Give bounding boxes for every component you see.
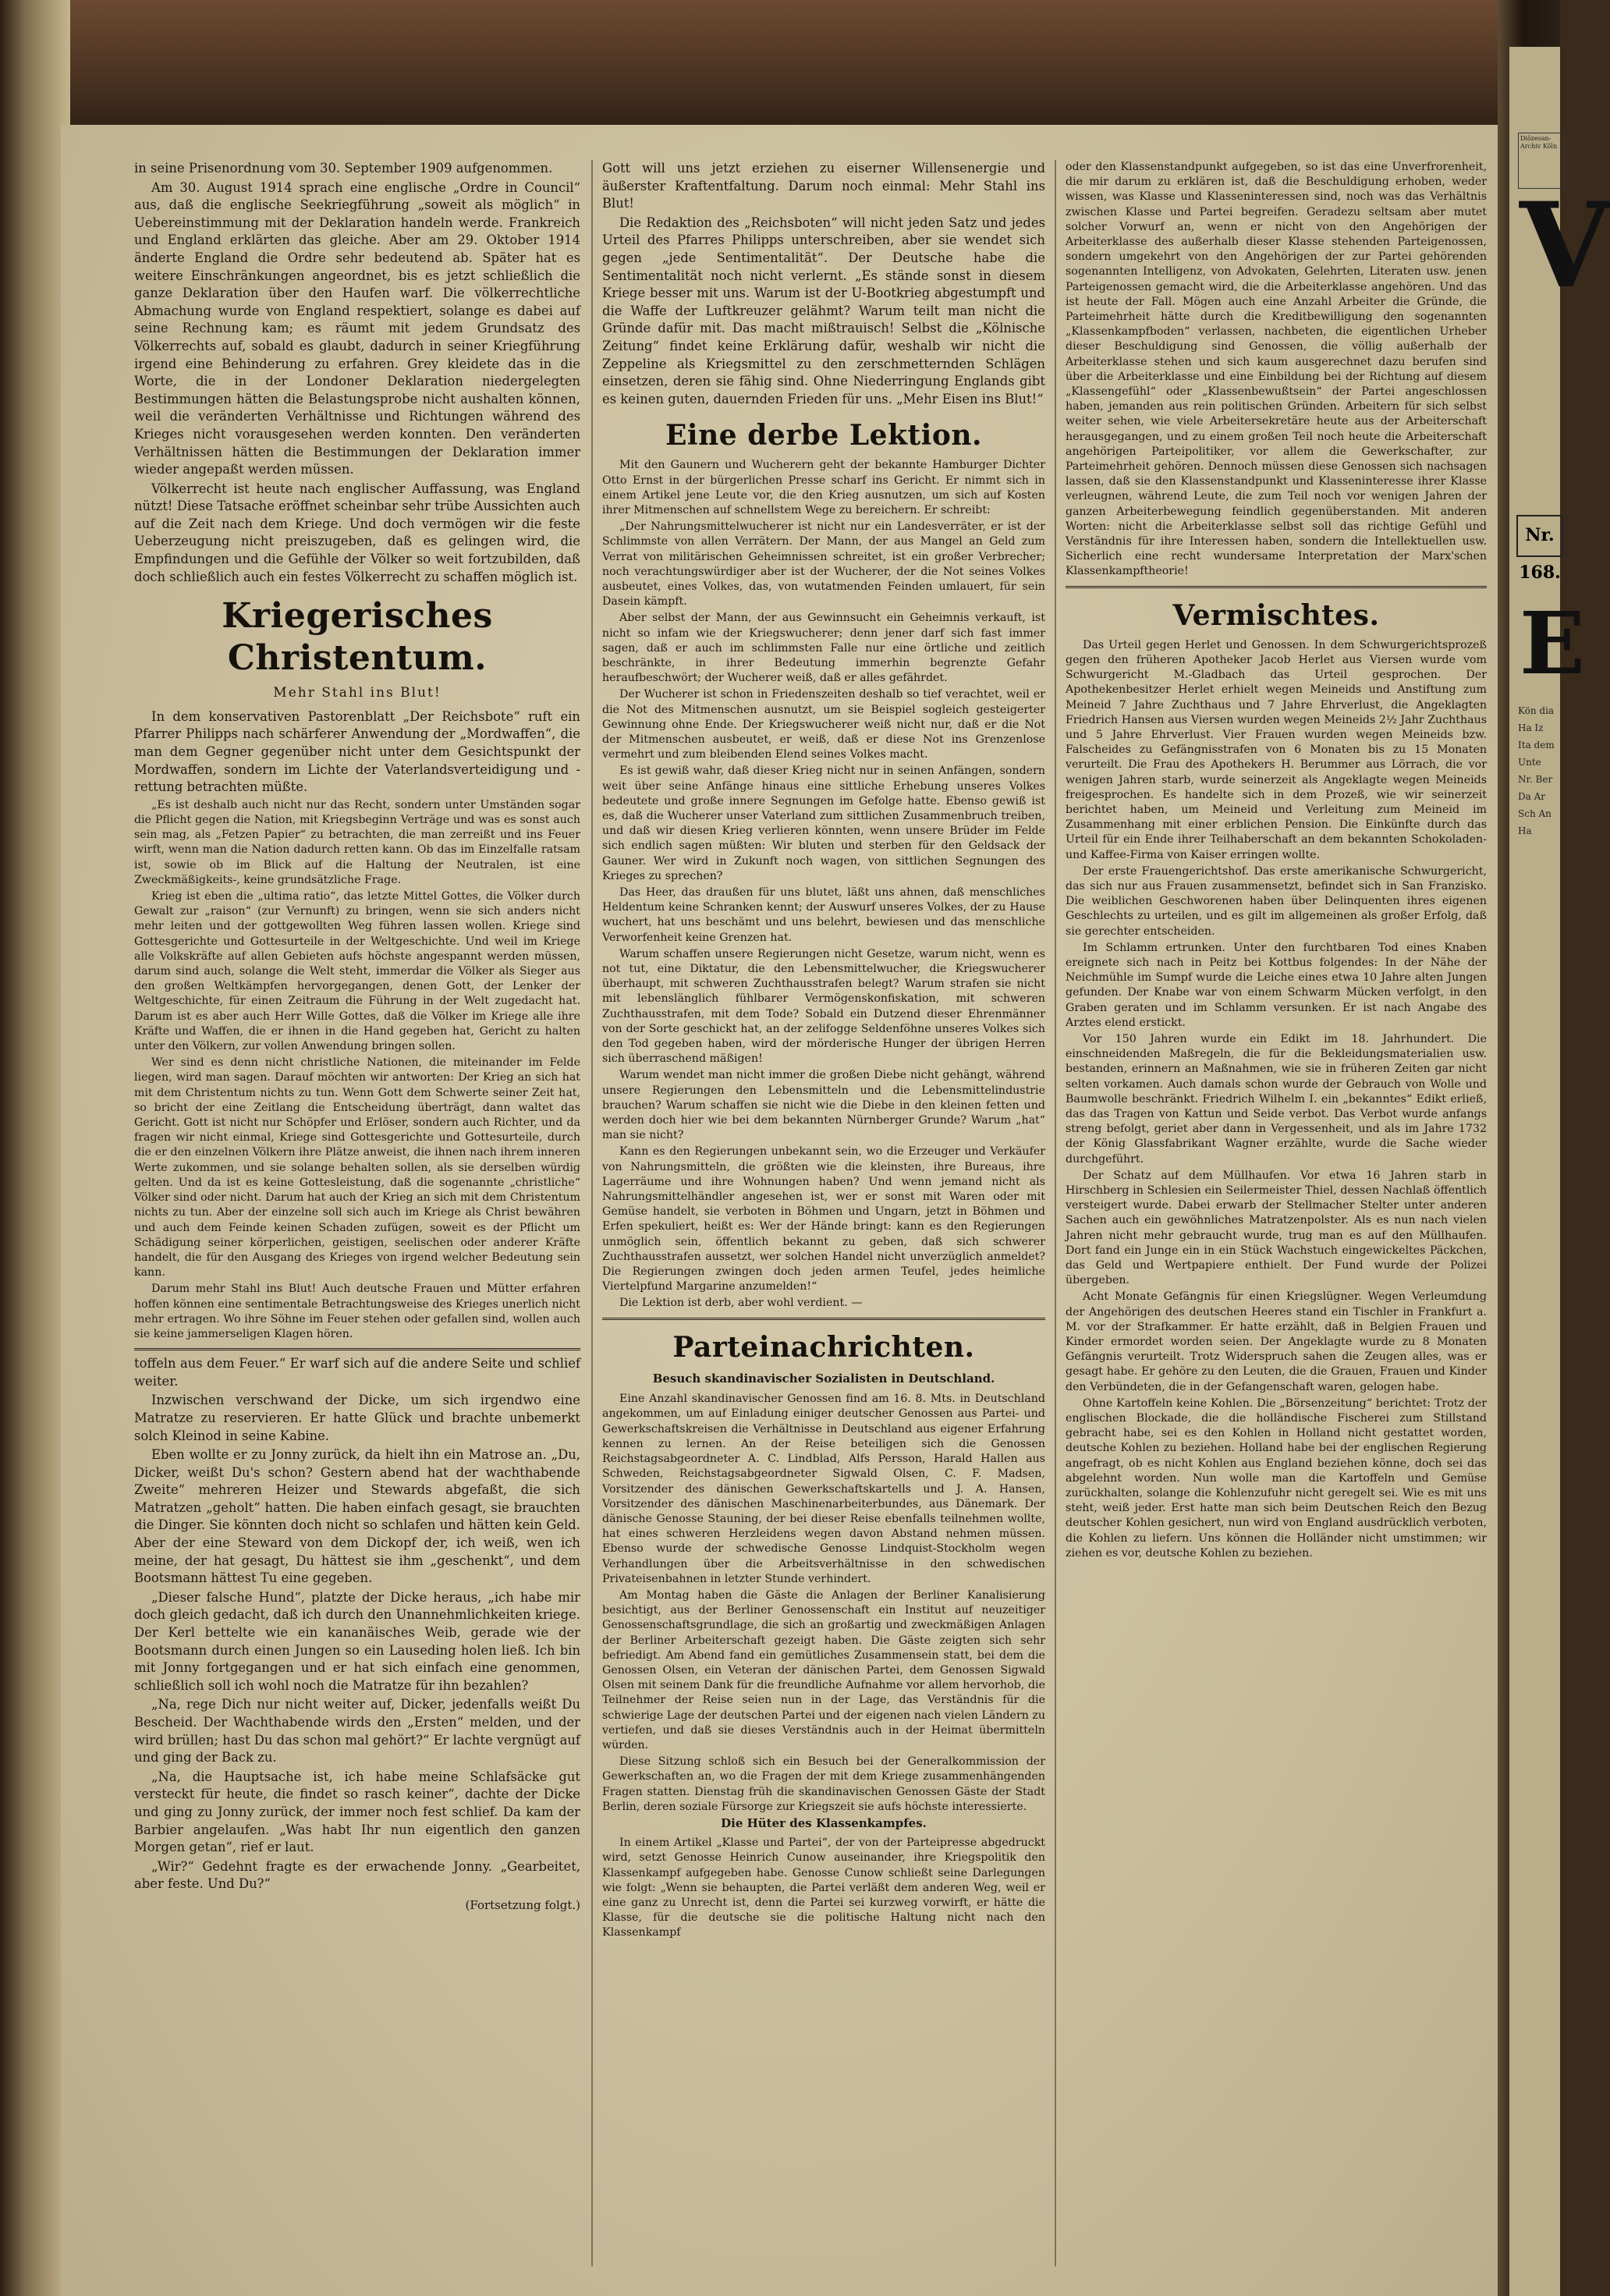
page-stack-edge bbox=[0, 0, 70, 2296]
paragraph: Am Montag haben die Gäste die Anlagen der Berliner Kanalisierung besichtigt, aus der Berliner Genossenschaft ein Institut auf neuzeitiger Genossenschaftsgrundlage, die sich an großartig und zweckmäßigen Anlagen der Berliner Arbeiterschaft gezeigt haben. Die Gäste zeigten sich sehr befriedigt. Am Abend fand ein gemütliches Zusammensein statt, bei dem die Genossen Olsen, ein Veteran der dänischen Partei, dem Genossen Sigwald Olsen mit seinem Dank für die freundliche Aufnahme vor allem hervorhob, die Teilnehmer der Reise seien nun in der Lage, das Verständnis für die schwierige Lage der deutschen Partei und der eigenen nach vielen Ländern zu vertiefen, und daß sie dieses Verständnis auch in der Heimat übermitteln würden. bbox=[602, 1588, 1045, 1751]
paragraph: Die Redaktion des „Reichsboten“ will nicht jeden Satz und jedes Urteil des Pfarres Philipps unterschreiben, aber sie wendet sich gegen „jede Sentimentalität“. Der Deutsche habe die Sentimentalität noch nicht verlernt. „Es stände sonst in diesem Kriege besser mit uns. Warum ist der U-Bootkrieg abgestumpft und die Waffe der Luftkreuzer gelähmt? Warum teilt man nicht die Gründe dafür mit. Das macht mißtrauisch! Selbst die „Kölnische Zeitung“ findet keine Erklärung dafür, weshalb wir nicht die Zeppeline als Kriegsmittel zu den zerschmetternden Schlägen einsetzen, deren sie fähig sind. Ohne Niederringung Englands gibt es keinen guten, dauernden Frieden für uns. „Mehr Eisen ins Blut!“ bbox=[602, 215, 1045, 406]
article-subheading: Besuch skandinavischer Sozialisten in Deutschland. bbox=[652, 1371, 995, 1386]
paragraph: Warum wendet man nicht immer die großen Diebe nicht gehängt, während unsere Regierungen den Lebensmitteln und die Lebensmittelindustrie brauchen? Warum schaffen sie nicht wie die Diebe in den kleinen fetten und werden doch hier wie bei dem bekannten Nürnberger Grunde? Warum „hat“ man sie nicht? bbox=[602, 1069, 1045, 1142]
paragraph: Eine Anzahl skandinavischer Genossen find am 16. 8. Mts. in Deutschland angekommen, um auf Einladung einiger deutscher Genossen aus Partei- und Gewerkschaftskreisen die Verhältnisse in Deutschland aus eigener Erfahrung kennen zu lernen. An der Reise beteiligen sich die Genossen Reichstagsabgeordneter A. C. Lindblad, Alfs Persson, Harald Hallen aus Schweden, Reichstagsabgeordneter Sigwald Olsen, C. F. Madsen, Vorsitzender des dänischen Gewerkschaftskartells und J. A. Hansen, Vorsitzender des dänischen Maschinenarbeiterbundes, aus Dänemark. Der dänische Genosse Stauning, der bei dieser Reise ebenfalls teilnehmen wollte, hat eines schweren Herzleidens wegen davon Abstand nehmen müssen. Ebenso wurde der schwedische Genosse Lindquist-Stockholm wegen Verhandlungen über die Arbeitsverhältnisse in den schwedischen Privateisenbahnen in letzter Stunde verhindert. bbox=[602, 1393, 1045, 1585]
paragraph: Am 30. August 1914 sprach eine englische „Ordre in Council“ aus, daß die englische Seekriegführung „soweit als möglich“ in Uebereinstimmung mit der Deklaration handeln werde. Frankreich und England erklärten das gleiche. Aber am 29. Oktober 1914 änderte England die Ordre sehr bedeutend ab. Später hat es weitere Einschränkungen angeordnet, bis es jetzt schließlich die ganze Deklaration über den Haufen warf. Die völkerrechtliche Abmachung wurde von England respektiert, solange es dabei auf seine Rechnung kam; es räumt mit jedem Grundsatz des Völkerrechts auf, sobald es glaubt, dadurch in seiner Kriegführung irgend eine Behinderung zu erfahren. Grey kleidete das in die Worte, die in der Londoner Deklaration niedergelegten Bestimmungen hätten die Belastungsprobe nicht aushalten können, weil die veränderten Verhältnisse und Richtungen während des Krieges nicht vorausgesehen werden konnten. Den veränderten Verhältnissen hätten die Bestimmungen der Deklaration immer wieder angepaßt werden müssen. bbox=[134, 179, 580, 477]
paragraph: Die Lektion ist derb, aber wohl verdient. — bbox=[619, 1297, 863, 1310]
article-subheading: Die Hüter des Klassenkampfes. bbox=[721, 1815, 927, 1830]
paragraph: „Wir?“ Gedehnt fragte es der erwachende Jonny. „Gearbeitet, aber feste. Und Du?“ bbox=[134, 1858, 580, 1892]
paragraph: Aber selbst der Mann, der aus Gewinnsucht ein Geheimnis verkauft, ist nicht so infam wie der Kriegswucherer; denn jener darf sich fast immer sagen, daß er auch im schlimmsten Falle nur eine örtliche und zeitlich beschränkte, in ihrer Bedeutung immerhin begrenzte Gefahr heraufbeschwört; der Wucherer weiß, daß er alles gefährdet. bbox=[602, 612, 1045, 685]
paragraph: Warum schaffen unsere Regierungen nicht Gesetze, warum nicht, wenn es not tut, eine Diktatur, die den Lebensmittelwucher, die Kriegswucherer überhaupt, mit schweren Zuchthausstrafen belegt? Warum strafen sie nicht mit lebenslänglich fühlbarer Vermögenskonfiskation, mit schweren Zuchthausstrafen, mit dem Tode? Sobald ein Dutzend dieser Ehrenmänner von der Sorte geschickt hat, an der zelifogge Seldenföhne unseres Volkes sich den Tod gegeben haben, wird der mörderische Hunger der übrigen Herren sich überraschend mäßigen! bbox=[602, 947, 1045, 1066]
paragraph: Diese Sitzung schloß sich ein Besuch bei der Generalkommission der Gewerkschaften an, wo die Fragen der mit dem Kriege zusammenhängenden Fragen statten. Dienstag früh die skandinavischen Genossen Gäste der Stadt Berlin, deren soziale Fürsorge zur Kriegszeit sie aufs höchste interessierte. bbox=[602, 1755, 1045, 1813]
section-rule bbox=[1066, 586, 1487, 588]
paragraph: oder den Klassenstandpunkt aufgegeben, so ist das eine Unverfrorenheit, die mir darum zu erklären ist, daß die Beschuldigung erhoben, weder wissen, was Klasse und Klasseninteressen sind, noch was das Verhältnis zwischen Klasse und Partei begreifen. Geradezu seltsam aber mutet solcher Vorwurf an, wenn er nicht von den Angehörigen der Arbeiterklasse des außerhalb dieser Klasse stehenden Parteigenossen, sondern umgekehrt von den Angehörigen der zur Partei gehörenden sogenannten Intelligenz, von Advokaten, Gelehrten, Literaten usw. jenen Parteigenossen gemacht wird, die die Arbeiterklasse angehören. Und das ist heute der Fall. Mögen auch eine Anzahl Arbeiter die Gründe, die Parteimehrheit hätte durch die Kreditbewilligung den sogenannten „Klassenkampfboden“ verlassen, nachbeten, die eigentlichen Urheber dieser Beschuldigung sind Genossen, die völlig außerhalb der Arbeiterklasse stehen und sich kaum ausgerechnet dazu berufen sind über die Arbeiterklasse und eine Einbildung bei der Richtung auf diesem „Klassengefühl“ oder „Klassenbewußtsein“ der Partei angeschlossen haben, jemanden aus rein politischen Gründen. Arbeitern für sich selbst weiter sehen, wie viele Arbeitersekretäre heute aus der Arbeiterschaft herausgegangen, und zu einem großen Teil noch heute die Arbeiterschaft angehörigen Parteipolitiker, vor allem die Gewerkschafter, zur Parteimehrheit gehören. Dennoch müssen diese Genossen sich nachsagen lassen, daß sie den Klassenstandpunkt und Klasseninteresse ihrer Klasse verleugnen, während Leute, die zum Teil noch vor wenigen Jahren der ganzen Arbeiterbewegung feindlich gegenüberstanden. Mit anderen Worten: nicht die Arbeiterklasse selbst soll das richtige Gefühl und Verständnis für ihre Interessen haben, sondern die Intellektuellen usw. Sicherlich eine recht wundersame Interpretation der Marx'schen Klassenkampftheorie! bbox=[1066, 161, 1487, 578]
article-heading: Vermischtes. bbox=[1172, 598, 1380, 632]
article-body bbox=[602, 458, 1045, 1311]
news-item: Acht Monate Gefängnis für einen Kriegslügner. Wegen Verleumdung der Angehörigen des deutschen Heeres stand ein Tischler in Frankfurt a. M. vor der Strafkammer. Er hatte erzählt, daß in Belgien Frauen und Kinder ermordet worden seien. Der Angeklagte wurde zu 8 Monaten Gefängnis verurteilt. Trotz Widerspruch sahen die Zeugen alles, was er gesagt habe. Er gehöre zu den Leuten, die die Grauen, Frauen und Kinder den Verbündeten, die in der Gefangenschaft waren, gelogen habe. bbox=[1066, 1290, 1487, 1393]
issue-number: Nr. 168. bbox=[1516, 515, 1563, 557]
article-subheading: Mehr Stahl ins Blut! bbox=[273, 685, 442, 701]
column-3 bbox=[1066, 160, 1487, 2259]
paragraph: Der Wucherer ist schon in Friedenszeiten deshalb so tief verachtet, weil er die Not des Mitmenschen ausnutzt, um sie Beispiel sogleich gesteigerter Gewinnung ohne Ende. Der Kriegswucherer weiß nicht nur, daß er die Not der Mitmenschen ausbeutet, er weiß, daß er diese Not ins Grenzenlose vermehrt und zum bleibenden Elend seines Volkes macht. bbox=[602, 688, 1045, 761]
paragraph: in seine Prisenordnung vom 30. September 1909 aufgenommen. bbox=[134, 161, 553, 176]
next-page-text-fragment: Kön dia Ha Iz Ita dem Unte Nr. Ber Da Ar Sch An Ha bbox=[1518, 705, 1555, 836]
section-rule bbox=[134, 1348, 580, 1350]
archive-stamp: Diözesan-Archiv Köln bbox=[1518, 133, 1565, 189]
paragraph: Eben wollte er zu Jonny zurück, da hielt ihn ein Matrose an. „Du, Dicker, weißt Du's schon? Gestern abend hat der wachthabende Zweite“ mehreren Heizer und Stewards abgefaßt, die sich Matratzen „geholt“ hatten. Die haben einfach gesagt, sie brauchten die Dinger. Sie könnten doch nicht so schlafen und hätten kein Geld. Aber der eine Steward von dem Dickopf der, ich weiß, wen ich meine, der hat gesagt, Du hättest sie ihm „geschenkt“, und dem Bootsmann hättest Tu eine gegeben. bbox=[134, 1447, 580, 1586]
paragraph: „Es ist deshalb auch nicht nur das Recht, sondern unter Umständen sogar die Pflicht gegen die Nation, mit Kriegsbeginn Verträge und was es sonst auch sein mag, als „Fetzen Papier“ zu betrachten, die man zerreißt und ins Feuer wirft, wenn man die Nation dadurch retten kann. Ob das im Einzelfalle ratsam ist, sowie ob im Blick auf die Haltung der Neutralen, ist eine Zweckmäßigkeits-, keine grundsätzliche Frage. bbox=[134, 798, 580, 886]
column-1 bbox=[134, 160, 580, 2259]
paragraph: „Dieser falsche Hund“, platzte der Dicke heraus, „ich habe mir doch gleich gedacht, daß ich durch den Unannehmlichkeiten kriege. Der Kerl bettelte wie ein kananäisches Weib, gerade wie der Bootsmann durch einen Jungen so ein Lauseding holen ließ. Ich bin mit Jonny fortgegangen und er hat sich einfach eine genommen, schließlich soll ich wohl noch die Matratze für ihn bezahlen? bbox=[134, 1589, 580, 1693]
masthead-fragment: V bbox=[1520, 177, 1610, 314]
article-body bbox=[602, 1392, 1045, 1940]
section-rule bbox=[602, 1318, 1045, 1320]
column-2 bbox=[602, 160, 1045, 2259]
news-item: Ohne Kartoffeln keine Kohlen. Die „Börsenzeitung“ berichtet: Trotz der englischen Blockade, die die holländische Fischerei zum Stillstand gebracht habe, sei es den Kohlen in Holland nicht gestattet worden, deutsche Kohlen zu beziehen. Holland habe bei der englischen Regierung angefragt, ob es nicht Kohlen aus England beziehen könne, doch sei das abgelehnt worden. Nun wolle man die Kartoffeln und Gemüse zurückhalten, solange die Kohlenzufuhr nicht geregelt sei. Wie es mit uns steht, weiß jeder. Erst hatte man sich beim Deutschen Reich den Bezug deutscher Kohlen gesichert, nun wird von England ausdrücklich verboten, die Kohlen zu liefern. Uns können die Holländer nicht umstimmen; wir ziehen es vor, deutsche Kohlen zu beziehen. bbox=[1066, 1396, 1487, 1560]
paragraph: Kann es den Regierungen unbekannt sein, wo die Erzeuger und Verkäufer von Nahrungsmitteln, die größten wie die kleinsten, ihre Bureaus, ihre Lagerräume und ihre Wohnungen haben? Und wenn jemand nicht als Nahrungsmittelhändler angesehen ist, wer er sonst mit Waren oder mit Gemüse handelt, sie verboten in Böhmen und Ungarn, jetzt in Böhmen und Erfen spekuliert, heißt es: Wer der Hände bringt: kann es den Regierungen unmöglich sein, öffentlich bekannt zu geben, daß sich schwerer Zuchthausstrafen aussetzt, wer solchen Handel nicht unverzüglich anmeldet? Die Regierungen zwingen doch jeden armen Teufel, jedes heimliche Viertelpfund Margarine anzumelden!“ bbox=[602, 1145, 1045, 1293]
news-item: Der erste Frauengerichtshof. Das erste amerikanische Schwurgericht, das sich nur aus Frauen zusammensetzt, befindet sich in San Franzisko. Die weiblichen Geschworenen haben über Delinquenten ihres eigenen Geschlechts zu urteilen, und es gilt im allgemeinen als großer Erfolg, daß sie gerechter entscheiden. bbox=[1066, 864, 1487, 938]
column-divider bbox=[1055, 160, 1056, 2266]
paragraph: Krieg ist eben die „ultima ratio“, das letzte Mittel Gottes, die Völker durch Gewalt zur „raison“ (zur Vernunft) zu bringen, wenn sie sich anders nicht mehr leiten und der gottgewollten Weg führen lassen wollen. Kriege sind Gottesgerichte und Gottesurteile in der Weltgeschichte. Und weil im Kriege alle Volkskräfte auf allen Gebieten aufs höchste angespannt werden müssen, darum sind auch, solange die Welt steht, immerdar die Völker als Sieger aus den großen Weltkämpfen hervorgegangen, denen Gott, der Lenker der Weltgeschichte, für einen Zeitraum die Führung in der Welt zugedacht hat. Darum ist es aber auch Herr Wille Gottes, daß die Völker im Kriege alle ihre Kräfte und Waffen, die er ihnen in die Hand gegeben hat, Gericht zu halten unter den Völkern, zur vollen Anwendung bringen sollen. bbox=[134, 890, 580, 1053]
news-item: Der Schatz auf dem Müllhaufen. Vor etwa 16 Jahren starb in Hirschberg in Schlesien ein Seilermeister Thiel, dessen Nachlaß öffentlich versteigert wurde. Dabei erwarb der Stellmacher Stelter unter anderen Sachen auch ein gewöhnliches Matratzenpolster. Als es nun nach vielen Jahren nicht mehr gebraucht wurde, trug man es auf den Müllhaufen. Dort fand ein Junge ein in ein Stück Wachstuch eingewickeltes Päckchen, das Geld und Wertpapiere enthielt. Der Fund wurde der Polizei übergeben. bbox=[1066, 1169, 1487, 1287]
quoted-text bbox=[134, 798, 580, 1342]
article-heading: Parteinachrichten. bbox=[672, 1330, 975, 1364]
article-heading: Kriegerisches Christentum. bbox=[222, 596, 493, 679]
paragraph: Mit den Gaunern und Wucherern geht der bekannte Hamburger Dichter Otto Ernst in der bürgerlichen Presse scharf ins Gericht. Er nimmt sich in einem Artikel jene Leute vor, die den Krieg ausnutzen, um sich auf Kosten ihrer Mitmenschen auf schnellstem Wege zu bereichern. Er schreibt: bbox=[602, 459, 1045, 516]
paragraph: Inzwischen verschwand der Dicke, um sich irgendwo eine Matratze zu reservieren. Er hatte Glück und brachte unbemerkt solch Kleinod in seine Kabine. bbox=[134, 1393, 580, 1443]
serial-continuation: (Fortsetzung folgt.) bbox=[465, 1897, 580, 1912]
headline-fragment: E bbox=[1520, 593, 1585, 694]
paragraph: „Na, rege Dich nur nicht weiter auf, Dicker, jedenfalls weißt Du Bescheid. Der Wachthabende wirds den „Ersten“ melden, und der wird brüllen; hast Du das schon mal gehört?“ Er lachte vergnügt auf und ging der Back zu. bbox=[134, 1697, 580, 1765]
paragraph: „Na, die Hauptsache ist, ich habe meine Schlafsäcke gut versteckt für heute, die findet so rasch keiner“, dachte der Dicke und ging zu Jonny zurück, der immer noch fest schlief. Da kam der Barbier angelaufen. „Was habt Ihr nun eigentlich den ganzen Morgen getan“, rief er laut. bbox=[134, 1769, 580, 1855]
book-binding bbox=[0, 0, 1560, 133]
paragraph: Es ist gewiß wahr, daß dieser Krieg nicht nur in seinen Anfängen, sondern weit über seine Anfänge hinaus eine sittliche Erhebung unseres Volkes bedeutete und große innere Segnungen im Gefolge hatte. Ebenso gewiß ist es, daß die Wucherer unser Vaterland zum sittlichen Zusammenbruch treiben, und daß wir diesen Krieg verlieren könnten, wenn unsere Brüder im Felde sich endlich sagen müßten: Wir bluten und sterben für den Geldsack der Gauner. Wer wird in Zukunft noch wagen, von sittlichen Segnungen des Krieges zu sprechen? bbox=[602, 765, 1045, 882]
paragraph: Völkerrecht ist heute nach englischer Auffassung, was England nützt! Diese Tatsache eröffnet scheinbar sehr trübe Aussichten auch auf die Zeit nach dem Kriege. Und doch vermögen wir die feste Ueberzeugung nicht preiszugeben, daß es gelingen wird, die Empfindungen und die Gefühle der Völker so weit fortzubilden, daß doch schließlich auch ein festes Völkerrecht zu schaffen möglich ist. bbox=[134, 481, 580, 584]
paragraph: Das Heer, das draußen für uns blutet, läßt uns ahnen, daß menschliches Heldentum keine Schranken kennt; der Auswurf unseres Volkes, der zu Hause wuchert, hat uns beschämt und uns belehrt, bewiesen und das menschliche Verworfenheit keine Grenzen hat. bbox=[602, 886, 1045, 944]
paragraph: Darum mehr Stahl ins Blut! Auch deutsche Frauen und Mütter erfahren hoffen können eine sentimentale Betrachtungsweise des Krieges unerlich nicht mehr ertragen. Wo ihre Söhne im Feuer stehen oder gefallen sind, wollen auch sie keine jammerseligen Klagen hören. bbox=[134, 1283, 580, 1340]
paragraph: „Der Nahrungsmittelwucherer ist nicht nur ein Landesverräter, er ist der Schlimmste von allen Verrätern. Der Mann, der aus Mangel an Geld zum Verrat von militärischen Geheimnissen schreitet, ist ein großer Verbrecher; noch verachtungswürdiger aber ist der Wucherer, der die Not seines Volkes ausbeutet, eines Volkes, das, von wutatmenden Feinden umlauert, für sein Dasein kämpft. bbox=[602, 520, 1045, 609]
article-heading: Eine derbe Lektion. bbox=[665, 419, 983, 452]
news-item: Im Schlamm ertrunken. Unter den furchtbaren Tod eines Knaben ereignete sich nach in Peitz bei Kottbus folgendes: In der Nähe der Neichmühle im Sumpf wurde die Leiche eines etwa 10 Jahre alten Jungen gefunden. Der Knabe war von einem Schwarm Mücken verfolgt, in den Graben geraten und im Schlamm versunken. Er ist nach Angabe des Arztes elend erstickt. bbox=[1066, 941, 1487, 1029]
news-item: Das Urteil gegen Herlet und Genossen. In dem Schwurgerichtsprozeß gegen den früheren Apotheker Jacob Herlet aus Viersen wurde vom Schwurgericht M.-Gladbach das Urteil gesprochen. Der Apothekenbesitzer Herlet erhielt wegen Meineids und Anstiftung zum Meineid 7 Jahre Zuchthaus und 7 Jahre Ehrverlust, die Angeklagten Friedrich Hansen aus Viersen wurden wegen Meineids 2½ Jahr Zuchthaus und 5 Jahre Ehrverlust. Vier Frauen wurden wegen Meineids bzw. Falscheides zu Gefängnisstrafen von 6 Monaten bis zu 15 Monaten verurteilt. Die Frau des Apothekers H. Berummer aus Lörrach, die vor wenigen Jahren starb, wurde seinerzeit als Angeklagte wegen Meineids freigesprochen. Es handelte sich in dem Prozeß, wie wir seinerzeit berichtet haben, um Meineid und Verleitung zum Meineid im Zusammenhang mit einer erblichen Pension. Die Einkünfte durch das Urteil für ein Ende ihrer Teilhaberschaft an dem bekannten Schokoladen- und Kaffee-Firma von Kaiser erringen wollte. bbox=[1066, 638, 1487, 861]
paragraph: toffeln aus dem Feuer.“ Er warf sich auf die andere Seite und schlief weiter. bbox=[134, 1356, 580, 1389]
paragraph: In dem konservativen Pastorenblatt „Der Reichsbote“ ruft ein Pfarrer Philipps nach schärferer Anwendung der „Mordwaffen“, die man dem Gegner gegenüber nicht unter dem Gesichtspunkt der Mordwaffen, sondern im Lichte der Vaterlandsverteidigung und -rettung betrachten müßte. bbox=[134, 708, 580, 795]
paragraph: In einem Artikel „Klasse und Partei“, der von der Parteipresse abgedruckt wird, setzt Genosse Heinrich Cunow auseinander, ihre Kriegspolitik den Klassenkampf aufgegeben habe. Genosse Cunow schließt seine Darlegungen wie folgt: „Wenn sie behaupten, die Partei verläßt dem anderen Weg, weil er eine ganz zu Unrecht ist, denn die Partei sei kurzweg vorwirft, er hätte die Klasse, für die deutsche sie die politische Haltung nicht nach den Klassenkampf bbox=[602, 1836, 1045, 1939]
paragraph: Gott will uns jetzt erziehen zu eiserner Willensenergie und äußerster Kraftentfaltung. Darum noch einmal: Mehr Stahl ins Blut! bbox=[602, 161, 1045, 211]
paragraph: Wer sind es denn nicht christliche Nationen, die miteinander im Felde liegen, wird man sagen. Darauf möchten wir antworten: Der Krieg an sich hat mit dem Christentum nichts zu tun. Wenn Gott dem Schwerte seiner Zeit hat, so bricht der eine Zeitlang die Entscheidung überträgt, dann waltet das Gericht. Gott ist nicht nur Schöpfer und Erlöser, sondern auch Richter, und da fragen wir nicht einmal, Kriege sind Gottesgerichte und Gottesurteile, durch die er den einzelnen Völkern ihre Plätze anweist, die ihnen nach ihrem inneren Werte zukommen, und sie solange behalten sollen, als sie derselben würdig gelten. Und da ist es keine Gottesleistung, daß die sogenannte „christliche“ Völker sind oder nicht. Darum hat auch der Krieg an sich mit dem Christentum nichts zu tun. Aber der einzelne soll sich auch im Kriege als Christ bewähren und auch dem Feinde keinen Schaden zufügen, soweit es der Pflicht um Schädigung seiner körperlichen, geistigen, seelischen oder anderer Kräfte handelt, die für den Ausgang des Krieges von irgend welcher Bedeutung sein kann. bbox=[134, 1056, 580, 1279]
column-divider bbox=[591, 160, 593, 2266]
news-item: Vor 150 Jahren wurde ein Edikt im 18. Jahrhundert. Die einschneidenden Maßregeln, die für die Bekleidungsmaterialien usw. bestanden, erinnern an Maßnahmen, wie sie in früheren Zeiten gar nicht selten vorkamen. Auch damals schon wurde der Gebrauch von Wolle und Baumwolle beschränkt. Friedrich Wilhelm I. ein „bekanntes“ Edikt erließ, das das Tragen von Kattun und Seide verbot. Das Verbot wurde anfangs streng befolgt, geriet aber dann in Vergessenheit, und als im Jahre 1732 der König Glassfabrikant Wagner erzählte, wurde die Sache wieder durchgeführt. bbox=[1066, 1032, 1487, 1166]
